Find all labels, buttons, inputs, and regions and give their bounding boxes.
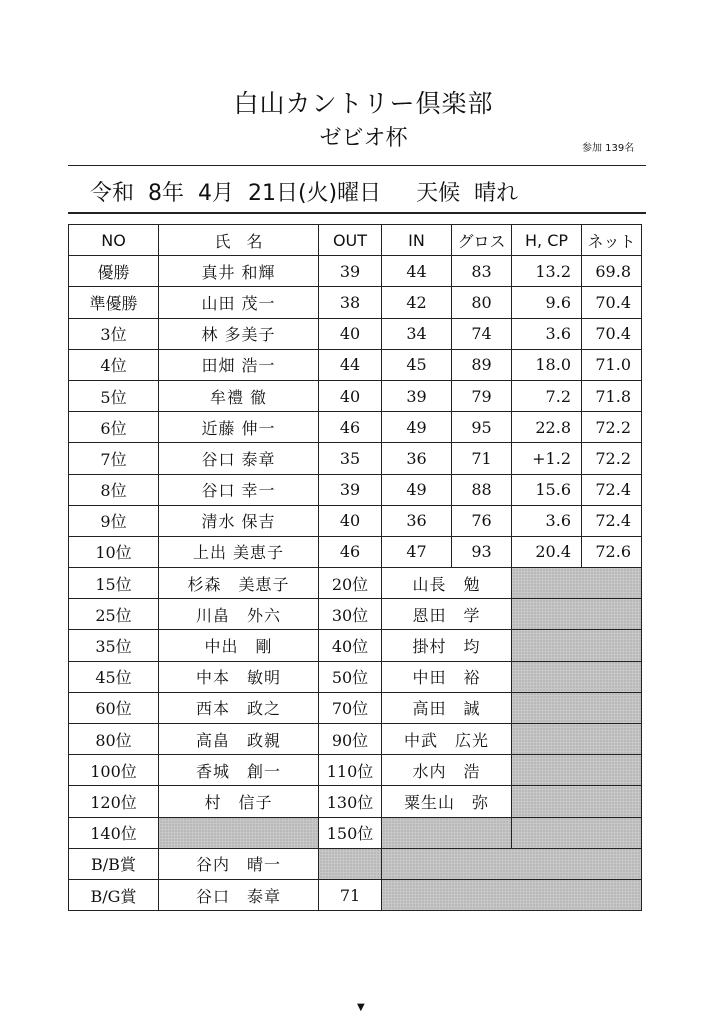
prize-name-cell: 山長 勉 xyxy=(382,568,512,599)
player-name-cell: 牟禮 徹 xyxy=(159,380,319,411)
participant-count: 参加 139名 xyxy=(582,143,635,154)
col-header-no: NO xyxy=(69,225,159,256)
bottom-divider xyxy=(68,212,646,214)
prize-rank-cell: 120位 xyxy=(69,786,159,817)
prize-rank-cell: 25位 xyxy=(69,599,159,630)
rank-cell: 7位 xyxy=(69,443,159,474)
gross-score-cell: 74 xyxy=(452,318,512,349)
prize-rank-cell: 100位 xyxy=(69,755,159,786)
in-score-cell: 34 xyxy=(382,318,452,349)
rank-cell: 4位 xyxy=(69,349,159,380)
prize-name-cell: 中本 敏明 xyxy=(159,661,319,692)
result-row xyxy=(69,536,642,567)
prize-rank-cell: 50位 xyxy=(319,661,382,692)
net-score-cell: 70.4 xyxy=(582,287,642,318)
player-name-cell: 谷口 幸一 xyxy=(159,474,319,505)
prize-rank-cell: 40位 xyxy=(319,630,382,661)
player-name-cell: 清水 保吉 xyxy=(159,505,319,536)
player-name-cell: 真井 和輝 xyxy=(159,256,319,287)
net-score-cell: 71.0 xyxy=(582,349,642,380)
result-row xyxy=(69,443,642,474)
prize-name-cell: 水内 浩 xyxy=(382,755,512,786)
net-score-cell: 70.4 xyxy=(582,318,642,349)
prize-rank-cell: 45位 xyxy=(69,661,159,692)
handicap-cell: 9.6 xyxy=(512,287,582,318)
award-row xyxy=(69,848,642,879)
out-score-cell: 38 xyxy=(319,287,382,318)
blank-cell xyxy=(512,630,642,661)
handicap-cell: 22.8 xyxy=(512,412,582,443)
handicap-cell: 3.6 xyxy=(512,318,582,349)
blank-cell xyxy=(512,692,642,723)
gross-score-cell: 88 xyxy=(452,474,512,505)
award-row xyxy=(69,879,642,910)
in-score-cell: 47 xyxy=(382,536,452,567)
col-header-gross: グロス xyxy=(452,225,512,256)
prize-rank-cell: 130位 xyxy=(319,786,382,817)
in-score-cell: 42 xyxy=(382,287,452,318)
blank-cell xyxy=(512,786,642,817)
col-header-name: 氏 名 xyxy=(159,225,319,256)
prize-rank-cell: 15位 xyxy=(69,568,159,599)
rank-cell: 3位 xyxy=(69,318,159,349)
prize-name-cell: 高田 誠 xyxy=(382,692,512,723)
gross-score-cell: 83 xyxy=(452,256,512,287)
prizes-body xyxy=(69,568,642,849)
handicap-cell: 18.0 xyxy=(512,349,582,380)
footer-marker: ▼ xyxy=(357,1002,365,1013)
prize-rank-cell: 80位 xyxy=(69,724,159,755)
date-weather-line: 令和 8年 4月 21日(火)曜日 天候 晴れ xyxy=(90,181,519,206)
award-value-cell xyxy=(319,848,382,879)
handicap-cell: 15.6 xyxy=(512,474,582,505)
handicap-cell: 3.6 xyxy=(512,505,582,536)
out-score-cell: 40 xyxy=(319,505,382,536)
col-header-out: OUT xyxy=(319,225,382,256)
blank-cell xyxy=(382,848,642,879)
blank-cell xyxy=(512,599,642,630)
net-score-cell: 72.4 xyxy=(582,474,642,505)
in-score-cell: 36 xyxy=(382,443,452,474)
award-label-cell: B/G賞 xyxy=(69,879,159,910)
net-score-cell: 71.8 xyxy=(582,380,642,411)
prize-rank-cell: 140位 xyxy=(69,817,159,848)
prize-name-cell: 村 信子 xyxy=(159,786,319,817)
prize-rank-cell: 110位 xyxy=(319,755,382,786)
blank-cell xyxy=(512,755,642,786)
prize-row xyxy=(69,599,642,630)
result-row xyxy=(69,474,642,505)
results-table xyxy=(68,224,642,911)
prize-row xyxy=(69,724,642,755)
prize-name-cell: 高畠 政親 xyxy=(159,724,319,755)
out-score-cell: 46 xyxy=(319,412,382,443)
gross-score-cell: 76 xyxy=(452,505,512,536)
blank-cell xyxy=(512,568,642,599)
handicap-cell: 7.2 xyxy=(512,380,582,411)
handicap-cell: 20.4 xyxy=(512,536,582,567)
in-score-cell: 36 xyxy=(382,505,452,536)
award-name-cell: 谷内 晴一 xyxy=(159,848,319,879)
player-name-cell: 近藤 伸一 xyxy=(159,412,319,443)
prize-name-cell xyxy=(382,817,512,848)
prize-rank-cell: 60位 xyxy=(69,692,159,723)
out-score-cell: 35 xyxy=(319,443,382,474)
prize-row xyxy=(69,630,642,661)
prize-name-cell: 恩田 学 xyxy=(382,599,512,630)
player-name-cell: 林 多美子 xyxy=(159,318,319,349)
gross-score-cell: 71 xyxy=(452,443,512,474)
out-score-cell: 39 xyxy=(319,256,382,287)
prize-name-cell: 香城 創一 xyxy=(159,755,319,786)
col-header-hcp: H, CP xyxy=(512,225,582,256)
net-score-cell: 72.4 xyxy=(582,505,642,536)
blank-cell xyxy=(512,661,642,692)
cup-title: ゼビオ杯 xyxy=(319,126,408,151)
award-value-cell: 71 xyxy=(319,879,382,910)
prize-row xyxy=(69,755,642,786)
prize-name-cell: 掛村 均 xyxy=(382,630,512,661)
net-score-cell: 72.6 xyxy=(582,536,642,567)
in-score-cell: 49 xyxy=(382,412,452,443)
prize-row xyxy=(69,786,642,817)
net-score-cell: 69.8 xyxy=(582,256,642,287)
net-score-cell: 72.2 xyxy=(582,443,642,474)
prize-name-cell: 西本 政之 xyxy=(159,692,319,723)
prize-rank-cell: 70位 xyxy=(319,692,382,723)
header-row xyxy=(69,225,642,256)
prize-name-cell: 中武 広光 xyxy=(382,724,512,755)
player-name-cell: 山田 茂一 xyxy=(159,287,319,318)
gross-score-cell: 89 xyxy=(452,349,512,380)
rank-cell: 優勝 xyxy=(69,256,159,287)
prize-name-cell: 中田 裕 xyxy=(382,661,512,692)
gross-score-cell: 80 xyxy=(452,287,512,318)
out-score-cell: 44 xyxy=(319,349,382,380)
award-name-cell: 谷口 泰章 xyxy=(159,879,319,910)
rank-cell: 10位 xyxy=(69,536,159,567)
prize-rank-cell: 90位 xyxy=(319,724,382,755)
result-row xyxy=(69,256,642,287)
result-row xyxy=(69,412,642,443)
handicap-cell: 13.2 xyxy=(512,256,582,287)
prize-row xyxy=(69,661,642,692)
player-name-cell: 田畑 浩一 xyxy=(159,349,319,380)
club-title: 白山カントリー倶楽部 xyxy=(233,89,494,118)
rank-cell: 準優勝 xyxy=(69,287,159,318)
player-name-cell: 上出 美恵子 xyxy=(159,536,319,567)
prize-name-cell: 中出 剛 xyxy=(159,630,319,661)
col-header-net: ネット xyxy=(582,225,642,256)
blank-cell xyxy=(512,817,642,848)
col-header-in: IN xyxy=(382,225,452,256)
out-score-cell: 46 xyxy=(319,536,382,567)
prize-row xyxy=(69,817,642,848)
prize-rank-cell: 35位 xyxy=(69,630,159,661)
prize-name-cell: 粟生山 弥 xyxy=(382,786,512,817)
award-label-cell: B/B賞 xyxy=(69,848,159,879)
rank-cell: 9位 xyxy=(69,505,159,536)
top-divider xyxy=(68,165,646,166)
results-body xyxy=(69,256,642,568)
result-row xyxy=(69,287,642,318)
player-name-cell: 谷口 泰章 xyxy=(159,443,319,474)
gross-score-cell: 93 xyxy=(452,536,512,567)
prize-row xyxy=(69,692,642,723)
rank-cell: 5位 xyxy=(69,380,159,411)
net-score-cell: 72.2 xyxy=(582,412,642,443)
out-score-cell: 39 xyxy=(319,474,382,505)
in-score-cell: 39 xyxy=(382,380,452,411)
out-score-cell: 40 xyxy=(319,380,382,411)
result-row xyxy=(69,318,642,349)
in-score-cell: 44 xyxy=(382,256,452,287)
prize-name-cell: 杉森 美恵子 xyxy=(159,568,319,599)
result-row xyxy=(69,505,642,536)
prize-rank-cell: 20位 xyxy=(319,568,382,599)
in-score-cell: 49 xyxy=(382,474,452,505)
prize-name-cell: 川畠 外六 xyxy=(159,599,319,630)
awards-body xyxy=(69,848,642,910)
prize-name-cell xyxy=(159,817,319,848)
in-score-cell: 45 xyxy=(382,349,452,380)
out-score-cell: 40 xyxy=(319,318,382,349)
prize-rank-cell: 150位 xyxy=(319,817,382,848)
rank-cell: 8位 xyxy=(69,474,159,505)
prize-row xyxy=(69,568,642,599)
handicap-cell: +1.2 xyxy=(512,443,582,474)
gross-score-cell: 95 xyxy=(452,412,512,443)
result-row xyxy=(69,380,642,411)
blank-cell xyxy=(512,724,642,755)
prize-rank-cell: 30位 xyxy=(319,599,382,630)
result-row xyxy=(69,349,642,380)
rank-cell: 6位 xyxy=(69,412,159,443)
gross-score-cell: 79 xyxy=(452,380,512,411)
blank-cell xyxy=(382,879,642,910)
